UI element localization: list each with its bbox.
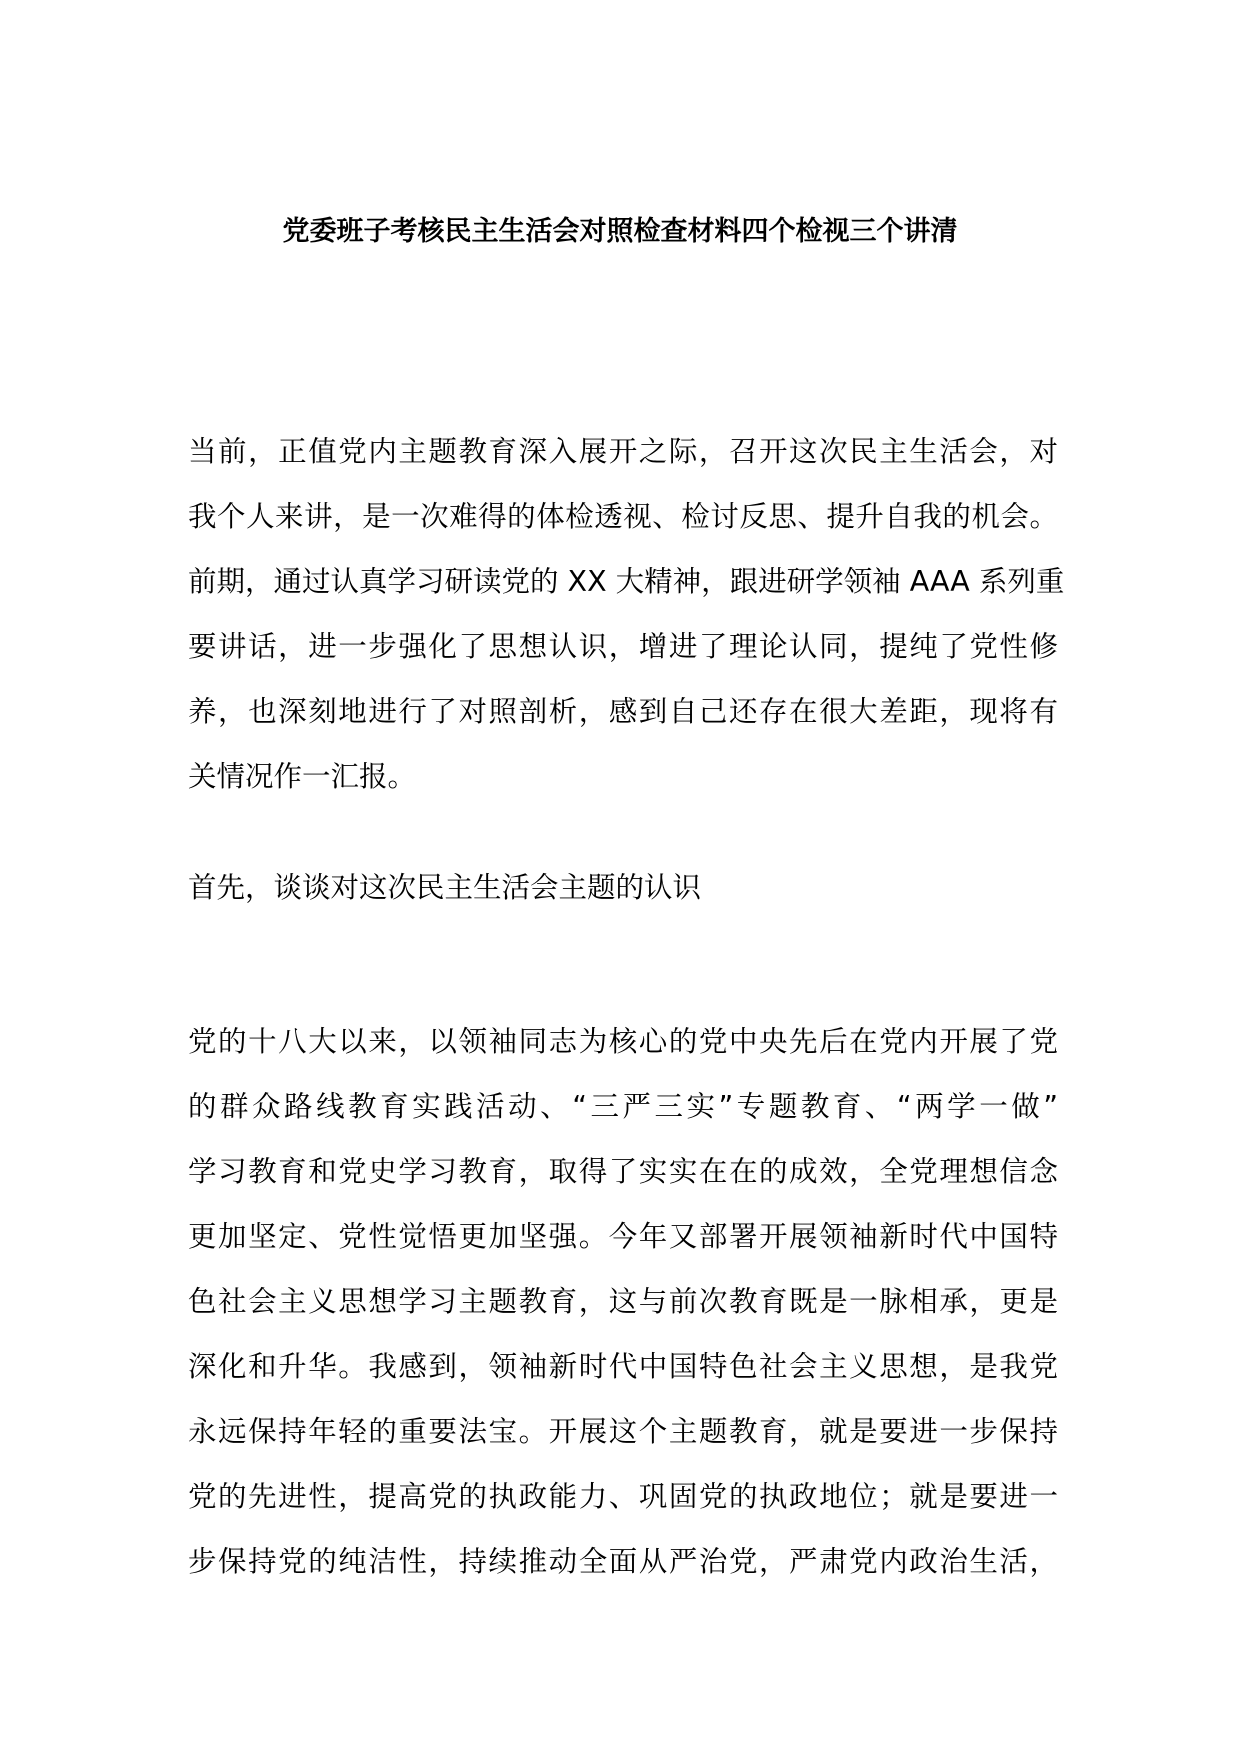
text-line: 深化和升华。我感到，领袖新时代中国特色社会主义思想，是我党 [188, 1350, 1058, 1383]
text-line: 的群众路线教育实践活动、“三严三实”专题教育、“两学一做” [188, 1090, 1058, 1123]
paragraph-body [188, 1009, 1058, 1594]
text-line: 关情况作一汇报。 [188, 760, 417, 793]
document-title: 党委班子考核民主生活会对照检查材料四个检视三个讲清 [282, 216, 958, 247]
text-line: 学习教育和党史学习教育，取得了实实在在的成效，全党理想信念 [188, 1155, 1058, 1188]
text-line: 色社会主义思想学习主题教育，这与前次教育既是一脉相承，更是 [188, 1285, 1058, 1318]
paragraph-section-heading [188, 855, 1058, 920]
text-line: 前期，通过认真学习研读党的 XX 大精神，跟进研学领袖 AAA 系列重 [188, 565, 1065, 598]
text-line: 我个人来讲，是一次难得的体检透视、检讨反思、提升自我的机会。 [188, 500, 1058, 533]
text-line: 养，也深刻地进行了对照剖析，感到自己还存在很大差距，现将有 [188, 695, 1058, 728]
text-line: 步保持党的纯洁性，持续推动全面从严治党，严肃党内政治生活， [188, 1545, 1058, 1578]
text-line: 党的先进性，提高党的执政能力、巩固党的执政地位；就是要进一 [188, 1480, 1058, 1513]
text-line: 要讲话，进一步强化了思想认识，增进了理论认同，提纯了党性修 [188, 630, 1058, 663]
text-line: 永远保持年轻的重要法宝。开展这个主题教育，就是要进一步保持 [188, 1415, 1058, 1448]
section-heading: 首先，谈谈对这次民主生活会主题的认识 [188, 871, 702, 904]
text-line: 更加坚定、党性觉悟更加坚强。今年又部署开展领袖新时代中国特 [188, 1220, 1058, 1253]
paragraph-intro [188, 419, 1065, 809]
text-line: 党的十八大以来，以领袖同志为核心的党中央先后在党内开展了党 [188, 1025, 1058, 1058]
text-line: 当前，正值党内主题教育深入展开之际，召开这次民主生活会，对 [188, 435, 1058, 468]
